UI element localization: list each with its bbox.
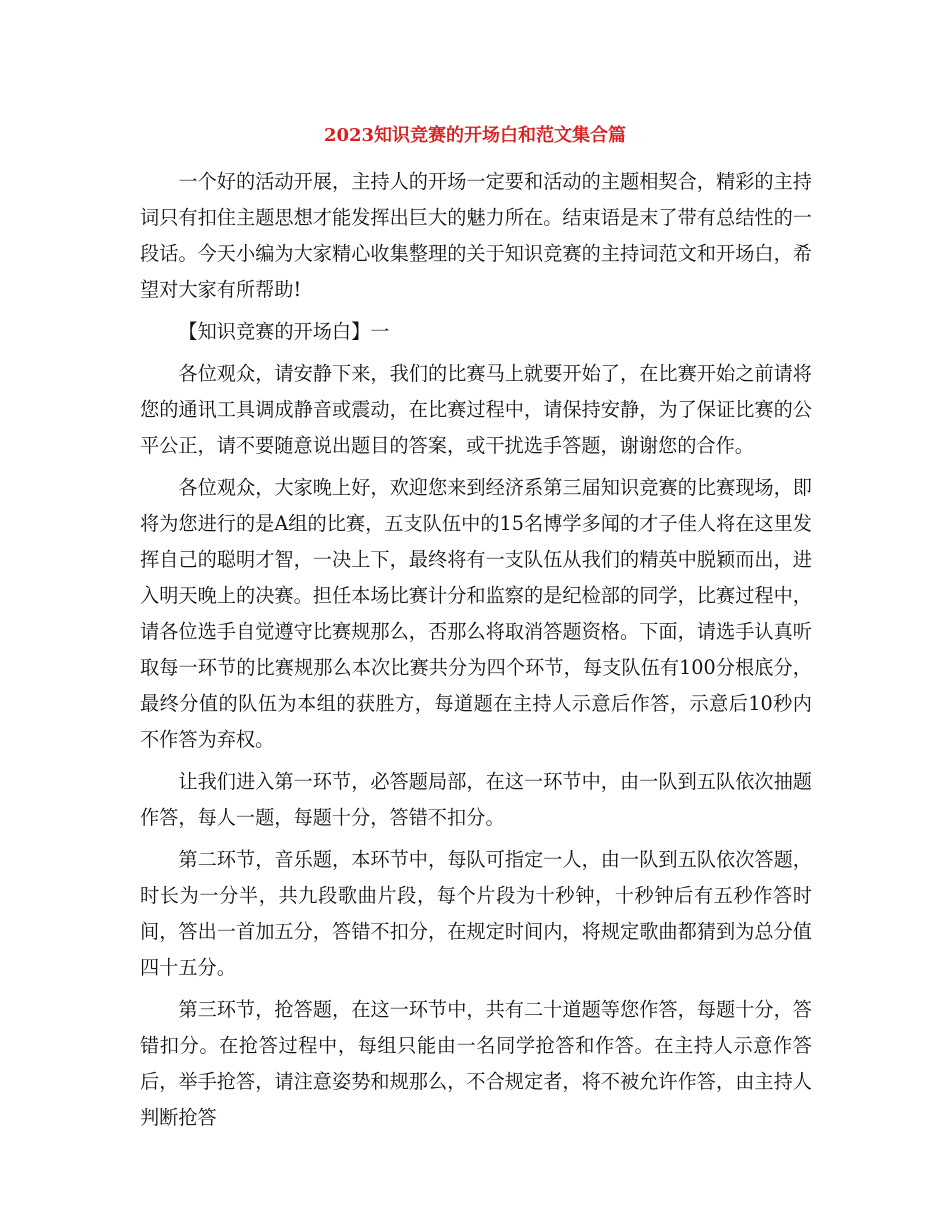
document-body [140,164,812,1142]
section-heading: 【知识竞赛的开场白】一 [178,320,390,343]
intro-paragraph: 一个好的活动开展，主持人的开场一定要和活动的主题相契合，精彩的主持词只有扣住主题思想才能发挥出巨大的魅力所在。结束语是末了带有总结性的一段话。今天小编为大家精心收集整理的关于知识竞赛的主持词范文和开场白，希望对大家有所帮助! [140,170,812,301]
body-paragraph: 各位观众，大家晚上好，欢迎您来到经济系第三届知识竞赛的比赛现场，即将为您进行的是A组的比赛，五支队伍中的15名博学多闻的才子佳人将在这里发挥自己的聪明才智，一决上下，最终将有一支队伍从我们的精英中脱颖而出，进入明天晚上的决赛。担任本场比赛计分和监察的是纪检部的同学，比赛过程中，请各位选手自觉遵守比赛规那么，否那么将取消答题资格。下面，请选手认真听取每一环节的比赛规那么本次比赛共分为四个环节，每支队伍有100分根底分，最终分值的队伍为本组的获胜方，每道题在主持人示意后作答，示意后10秒内不作答为弃权。 [140,476,812,751]
document-title: 2023知识竞赛的开场白和范文集合篇 [323,125,627,146]
body-paragraph: 让我们进入第一环节，必答题局部，在这一环节中，由一队到五队依次抽题作答，每人一题，每题十分，答错不扣分。 [140,770,812,829]
body-paragraph: 第二环节，音乐题，本环节中，每队可指定一人，由一队到五队依次答题，时长为一分半，共九段歌曲片段，每个片段为十秒钟，十秒钟后有五秒作答时间，答出一首加五分，答错不扣分，在规定时间内，将规定歌曲都猜到为总分值四十五分。 [140,848,812,979]
body-paragraph: 第三环节，抢答题，在这一环节中，共有二十道题等您作答，每题十分，答错扣分。在抢答过程中，每组只能由一名同学抢答和作答。在主持人示意作答后，举手抢答，请注意姿势和规那么，不合规定者，将不被允许作答，由主持人判断抢答 [140,998,812,1129]
body-paragraph: 各位观众，请安静下来，我们的比赛马上就要开始了，在比赛开始之前请将您的通讯工具调成静音或震动，在比赛过程中，请保持安静，为了保证比赛的公平公正，请不要随意说出题目的答案，或干扰选手答题，谢谢您的合作。 [140,362,812,457]
